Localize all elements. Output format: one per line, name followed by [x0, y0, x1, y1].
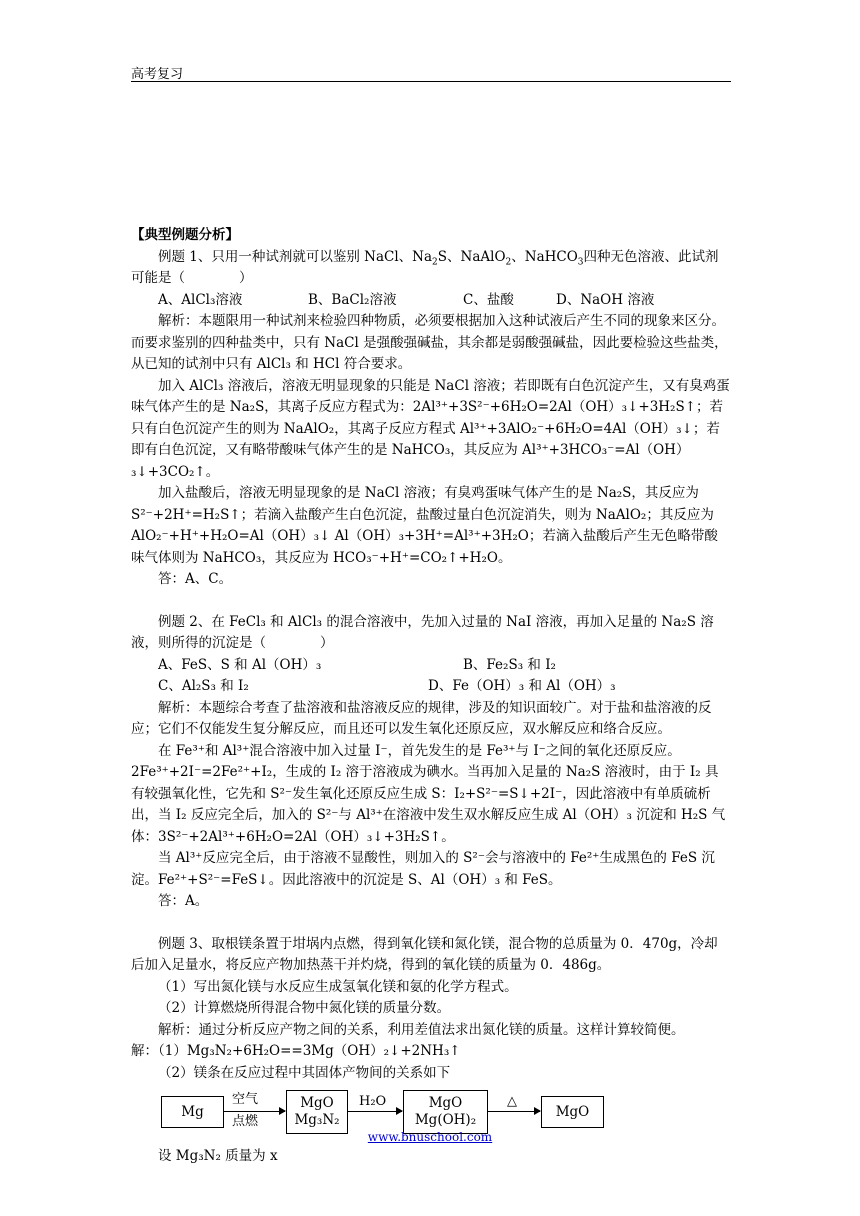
option-a: A、AlCl₃溶液: [158, 291, 243, 308]
option-c: C、盐酸: [463, 291, 514, 308]
page-footer: [0, 1130, 860, 1144]
flow-box-mgo-mg3n2: MgO Mg₃N₂: [286, 1090, 348, 1134]
arrow-1-top-label: 空气: [232, 1092, 259, 1107]
example-2-analysis-1: 解析：本题综合考查了盐溶液和盐溶液反应的规律，涉及的知识面较广。对于盐和盐溶液的反应；它们不仅能发生复分解反应，而且还可以发生氧化还原反应，双水解反应和络合反应。: [131, 699, 712, 737]
example-3-question: 例题 3、取根镁条置于坩埚内点燃，得到氧化镁和氮化镁，混合物的总质量为 0．470g，冷却后加入足量水，将反应产物加热蒸干并灼烧，得到的氧化镁的质量为 0．486g。: [131, 935, 718, 973]
flow-arrow-3: [487, 1111, 540, 1112]
example-1-question: 例题 1、只用一种试剂就可以鉴别 NaCl、$Na_2S$、NaAlO$_2$、NaHCO$_3$四种无色溶液、此试剂可能是（ ）: [131, 248, 719, 286]
option-d: D、Fe（OH）₃ 和 Al（OH）₃: [428, 678, 616, 694]
flow-box-mgo-final: MgO: [541, 1096, 604, 1128]
document-body: [131, 225, 731, 1168]
arrow-1-bottom-label: 点燃: [232, 1114, 259, 1129]
flow-box-mgo-mgoh2: MgO Mg(OH)₂: [403, 1090, 488, 1134]
example-1-analysis-1: 解析：本题限用一种试剂来检验四种物质，必须要根据加入这种试液后产生不同的现象来区分。而要求鉴别的四种盐类中，只有 NaCl 是强酸强碱盐，其余都是弱酸强碱盐，因此要检验这些盐类，从已知的试剂中只有 AlCl₃ 和 HCl 符合要求。: [131, 313, 728, 372]
option-c: C、Al₂S₃ 和 I₂: [158, 678, 249, 694]
page-header: [131, 63, 731, 82]
example-1-answer: 答：A、C。: [158, 571, 233, 587]
example-3-solution-2: （2）镁条在反应过程中其固体产物间的关系如下: [158, 1064, 451, 1081]
option-a: A、FeS、S 和 Al（OH）₃: [158, 656, 322, 673]
example-2-options-row-2: [131, 676, 731, 698]
flow-arrow-2: [347, 1111, 402, 1112]
example-2-options-row-1: [131, 655, 731, 677]
example-3-q1: （1）写出氮化镁与水反应生成氢氧化镁和氨的化学方程式。: [158, 978, 518, 995]
example-2-question: 例题 2、在 FeCl₃ 和 AlCl₃ 的混合溶液中，先加入过量的 NaI 溶液，再加入足量的 Na₂S 溶液，则所得的沉淀是（ ）: [131, 613, 714, 651]
section-title: 【典型例题分析】: [131, 227, 239, 243]
footer-link[interactable]: www.bnuschool.com: [367, 1130, 493, 1144]
example-3-solution-1: 解：（1）Mg₃N₂+6H₂O==3Mg（OH）₂↓+2NH₃↑: [131, 1043, 461, 1059]
option-d: D、NaOH 溶液: [556, 291, 655, 308]
option-b: B、BaCl₂溶液: [308, 291, 397, 308]
arrow-2-top-label: H₂O: [359, 1094, 387, 1109]
example-2-answer: 答：A。: [158, 893, 209, 909]
example-3-analysis: 解析：通过分析反应产物之间的关系，利用差值法求出氮化镁的质量。这样计算较简便。: [158, 1021, 685, 1038]
example-3-q2: （2）计算燃烧所得混合物中氮化镁的质量分数。: [158, 1000, 451, 1016]
header-title: 高考复习: [131, 67, 184, 82]
flow-arrow-1: [223, 1111, 285, 1112]
flow-box-mg: Mg: [161, 1096, 224, 1128]
example-1-options: [131, 290, 731, 312]
example-3-let-x: 设 Mg₃N₂ 质量为 x: [158, 1148, 278, 1164]
example-1-analysis-3: 加入盐酸后，溶液无明显现象的是 NaCl 溶液；有臭鸡蛋味气体产生的是 Na₂S，其反应为 S²⁻+2H⁺=H₂S↑；若滴入盐酸产生白色沉淀，盐酸过量白色沉淀消失，则为 NaAlO₂；其反应为 AlO₂⁻+H⁺+H₂O=Al（OH）₃↓ Al（OH）₃+3H⁺=Al³⁺+3H₂O；若滴入盐酸后产生无色略带酸味气体则为 NaHCO₃，其反应为 HCO₃⁻+H⁺=CO₂↑+H₂O。: [131, 485, 718, 566]
example-2-analysis-2: 在 Fe³⁺和 Al³⁺混合溶液中加入过量 I⁻，首先发生的是 Fe³⁺与 I⁻之间的氧化还原反应。2Fe³⁺+2I⁻=2Fe²⁺+I₂，生成的 I₂ 溶于溶液成为碘水。当再加入足量的 Na₂S 溶液时，由于 I₂ 具有较强氧化性，它先和 S²⁻发生氧化还原反应生成 S：I₂+S²⁻=S↓+2I⁻，因此溶液中有单质硫析出，当 I₂ 反应完全后，加入的 S²⁻与 Al³⁺在溶液中发生双水解反应生成 Al（OH）₃ 沉淀和 H₂S 气体：3S²⁻+2Al³⁺+6H₂O=2Al（OH）₃↓+3H₂S↑。: [131, 742, 726, 845]
arrow-3-top-label: △: [507, 1094, 517, 1109]
example-2-analysis-3: 当 Al³⁺反应完全后，由于溶液不显酸性，则加入的 S²⁻会与溶液中的 Fe²⁺生成黑色的 FeS 沉淀。Fe²⁺+S²⁻=FeS↓。因此溶液中的沉淀是 S、Al（OH）₃ 和 FeS。: [131, 850, 715, 888]
option-b: B、Fe₂S₃ 和 I₂: [463, 656, 556, 673]
example-1-analysis-2: 加入 AlCl₃ 溶液后，溶液无明显现象的只能是 NaCl 溶液；若即既有白色沉淀产生，又有臭鸡蛋味气体产生的是 Na₂S，其离子反应方程式为：2Al³⁺+3S²⁻+6H₂O=2Al（OH）₃↓+3H₂S↑；若只有白色沉淀产生的则为 NaAlO₂，其离子反应方程式 Al³⁺+3AlO₂⁻+6H₂O=4Al（OH）₃↓；若即有白色沉淀，又有略带酸味气体产生的是 NaHCO₃，其反应为 Al³⁺+3HCO₃⁻=Al（OH）₃↓+3CO₂↑。: [131, 377, 730, 480]
